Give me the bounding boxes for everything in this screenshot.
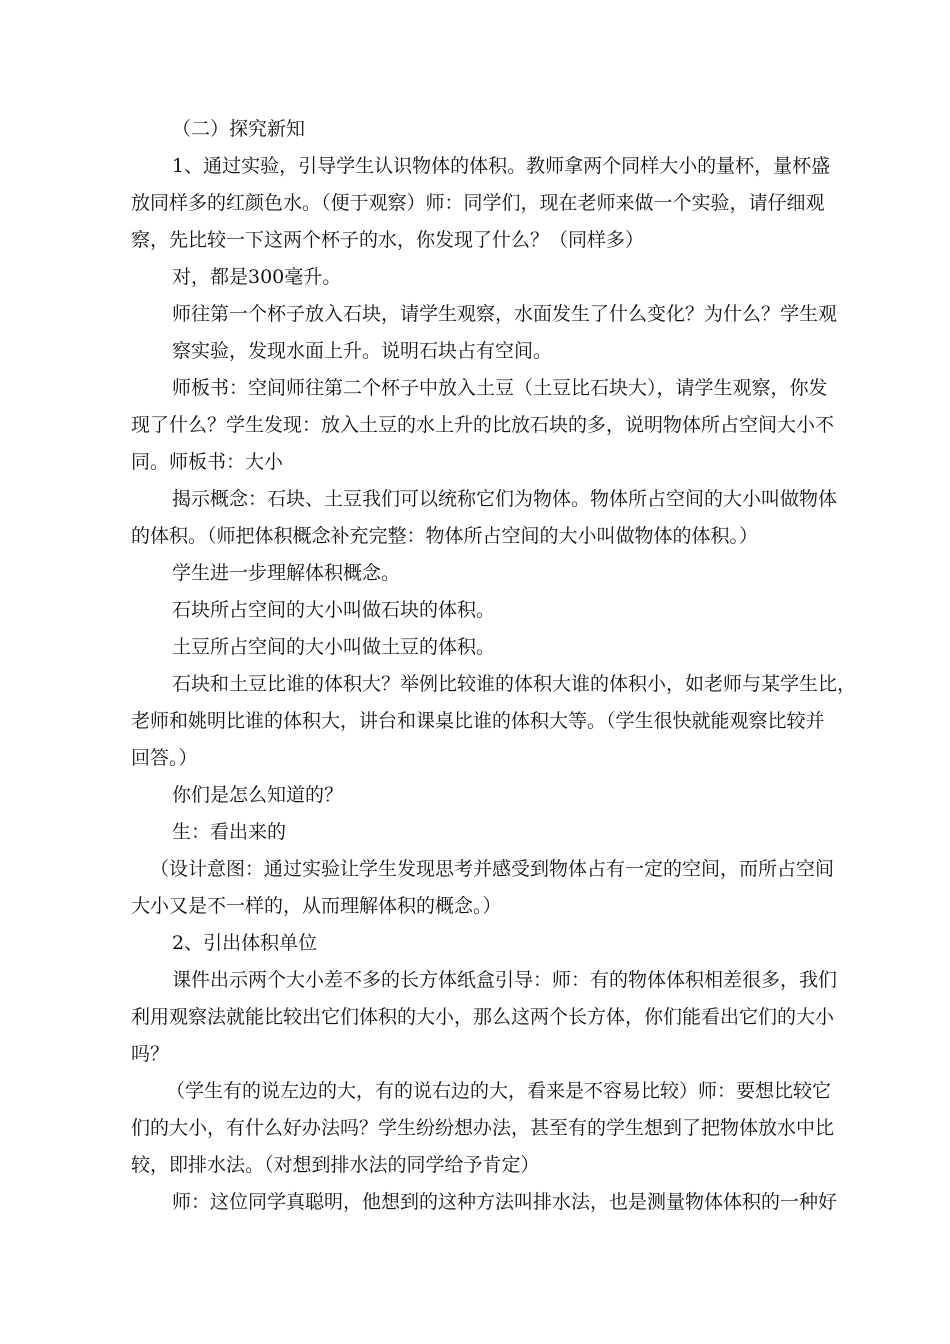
paragraph-line: 同。师板书：大小	[131, 451, 284, 473]
paragraph-line: 生：看出来的	[172, 821, 287, 843]
section-heading: （二）探究新知	[172, 118, 306, 140]
paragraph-line: 察实验，发现水面上升。说明石块占有空间。	[172, 340, 553, 362]
paragraph-line: 老师和姚明比谁的体积大，讲台和课桌比谁的体积大等。（学生很快就能观察比较并	[131, 710, 825, 732]
section-heading: 2、引出体积单位	[172, 932, 318, 954]
paragraph-line: 师：这位同学真聪明，他想到的这种方法叫排水法，也是测量物体体积的一种好	[172, 1191, 838, 1213]
paragraph-line: 学生进一步理解体积概念。	[172, 562, 401, 584]
paragraph-line: 现了什么？学生发现：放入土豆的水上升的比放石块的多，说明物体所占空间大小不	[131, 414, 835, 436]
paragraph-line: 课件出示两个大小差不多的长方体纸盒引导：师：有的物体体积相差很多，我们	[172, 969, 838, 991]
paragraph-line: 揭示概念：石块、土豆我们可以统称它们为物体。物体所占空间的大小叫做物体	[172, 488, 838, 510]
paragraph-line: 较，即排水法。（对想到排水法的同学给予肯定）	[131, 1154, 540, 1176]
paragraph-line: 你们是怎么知道的？	[172, 784, 344, 806]
design-intent-line: 大小又是不一样的，从而理解体积的概念。）	[131, 895, 502, 917]
paragraph-line: 土豆所占空间的大小叫做土豆的体积。	[172, 636, 496, 658]
paragraph-line: 放同样多的红颜色水。（便于观察）师：同学们，现在老师来做一个实验，请仔细观	[131, 192, 825, 214]
paragraph-line: 们的大小，有什么好办法吗？学生纷纷想办法，甚至有的学生想到了把物体放水中比	[131, 1117, 835, 1139]
paragraph-line: 石块和土豆比谁的体积大？举例比较谁的体积大谁的体积小，如老师与某学生比，	[172, 673, 857, 695]
paragraph-line: 师往第一个杯子放入石块，请学生观察，水面发生了什么变化？为什么？学生观	[172, 303, 838, 325]
design-intent-line: （设计意图：通过实验让学生发现思考并感受到物体占有一定的空间，而所占空间	[150, 858, 835, 880]
paragraph-line: 师板书：空间师往第二个杯子中放入土豆（土豆比石块大），请学生观察，你发	[172, 377, 828, 399]
paragraph-line: 石块所占空间的大小叫做石块的体积。	[172, 599, 496, 621]
paragraph-line: 对，都是300毫升。	[172, 266, 342, 288]
paragraph-line: 回答。）	[131, 747, 198, 769]
paragraph-line: 利用观察法就能比较出它们体积的大小，那么这两个长方体，你们能看出它们的大小	[131, 1006, 835, 1028]
paragraph-line: 察，先比较一下这两个杯子的水，你发现了什么？（同样多）	[131, 229, 645, 251]
paragraph-line: （学生有的说左边的大，有的说右边的大，看来是不容易比较）师：要想比较它	[166, 1080, 832, 1102]
paragraph-line: 吗？	[131, 1043, 170, 1065]
paragraph-line: 的体积。（师把体积概念补充完整：物体所占空间的大小叫做物体的体积。）	[131, 525, 759, 547]
paragraph-line: 1、通过实验，引导学生认识物体的体积。教师拿两个同样大小的量杯，量杯盛	[172, 155, 831, 177]
